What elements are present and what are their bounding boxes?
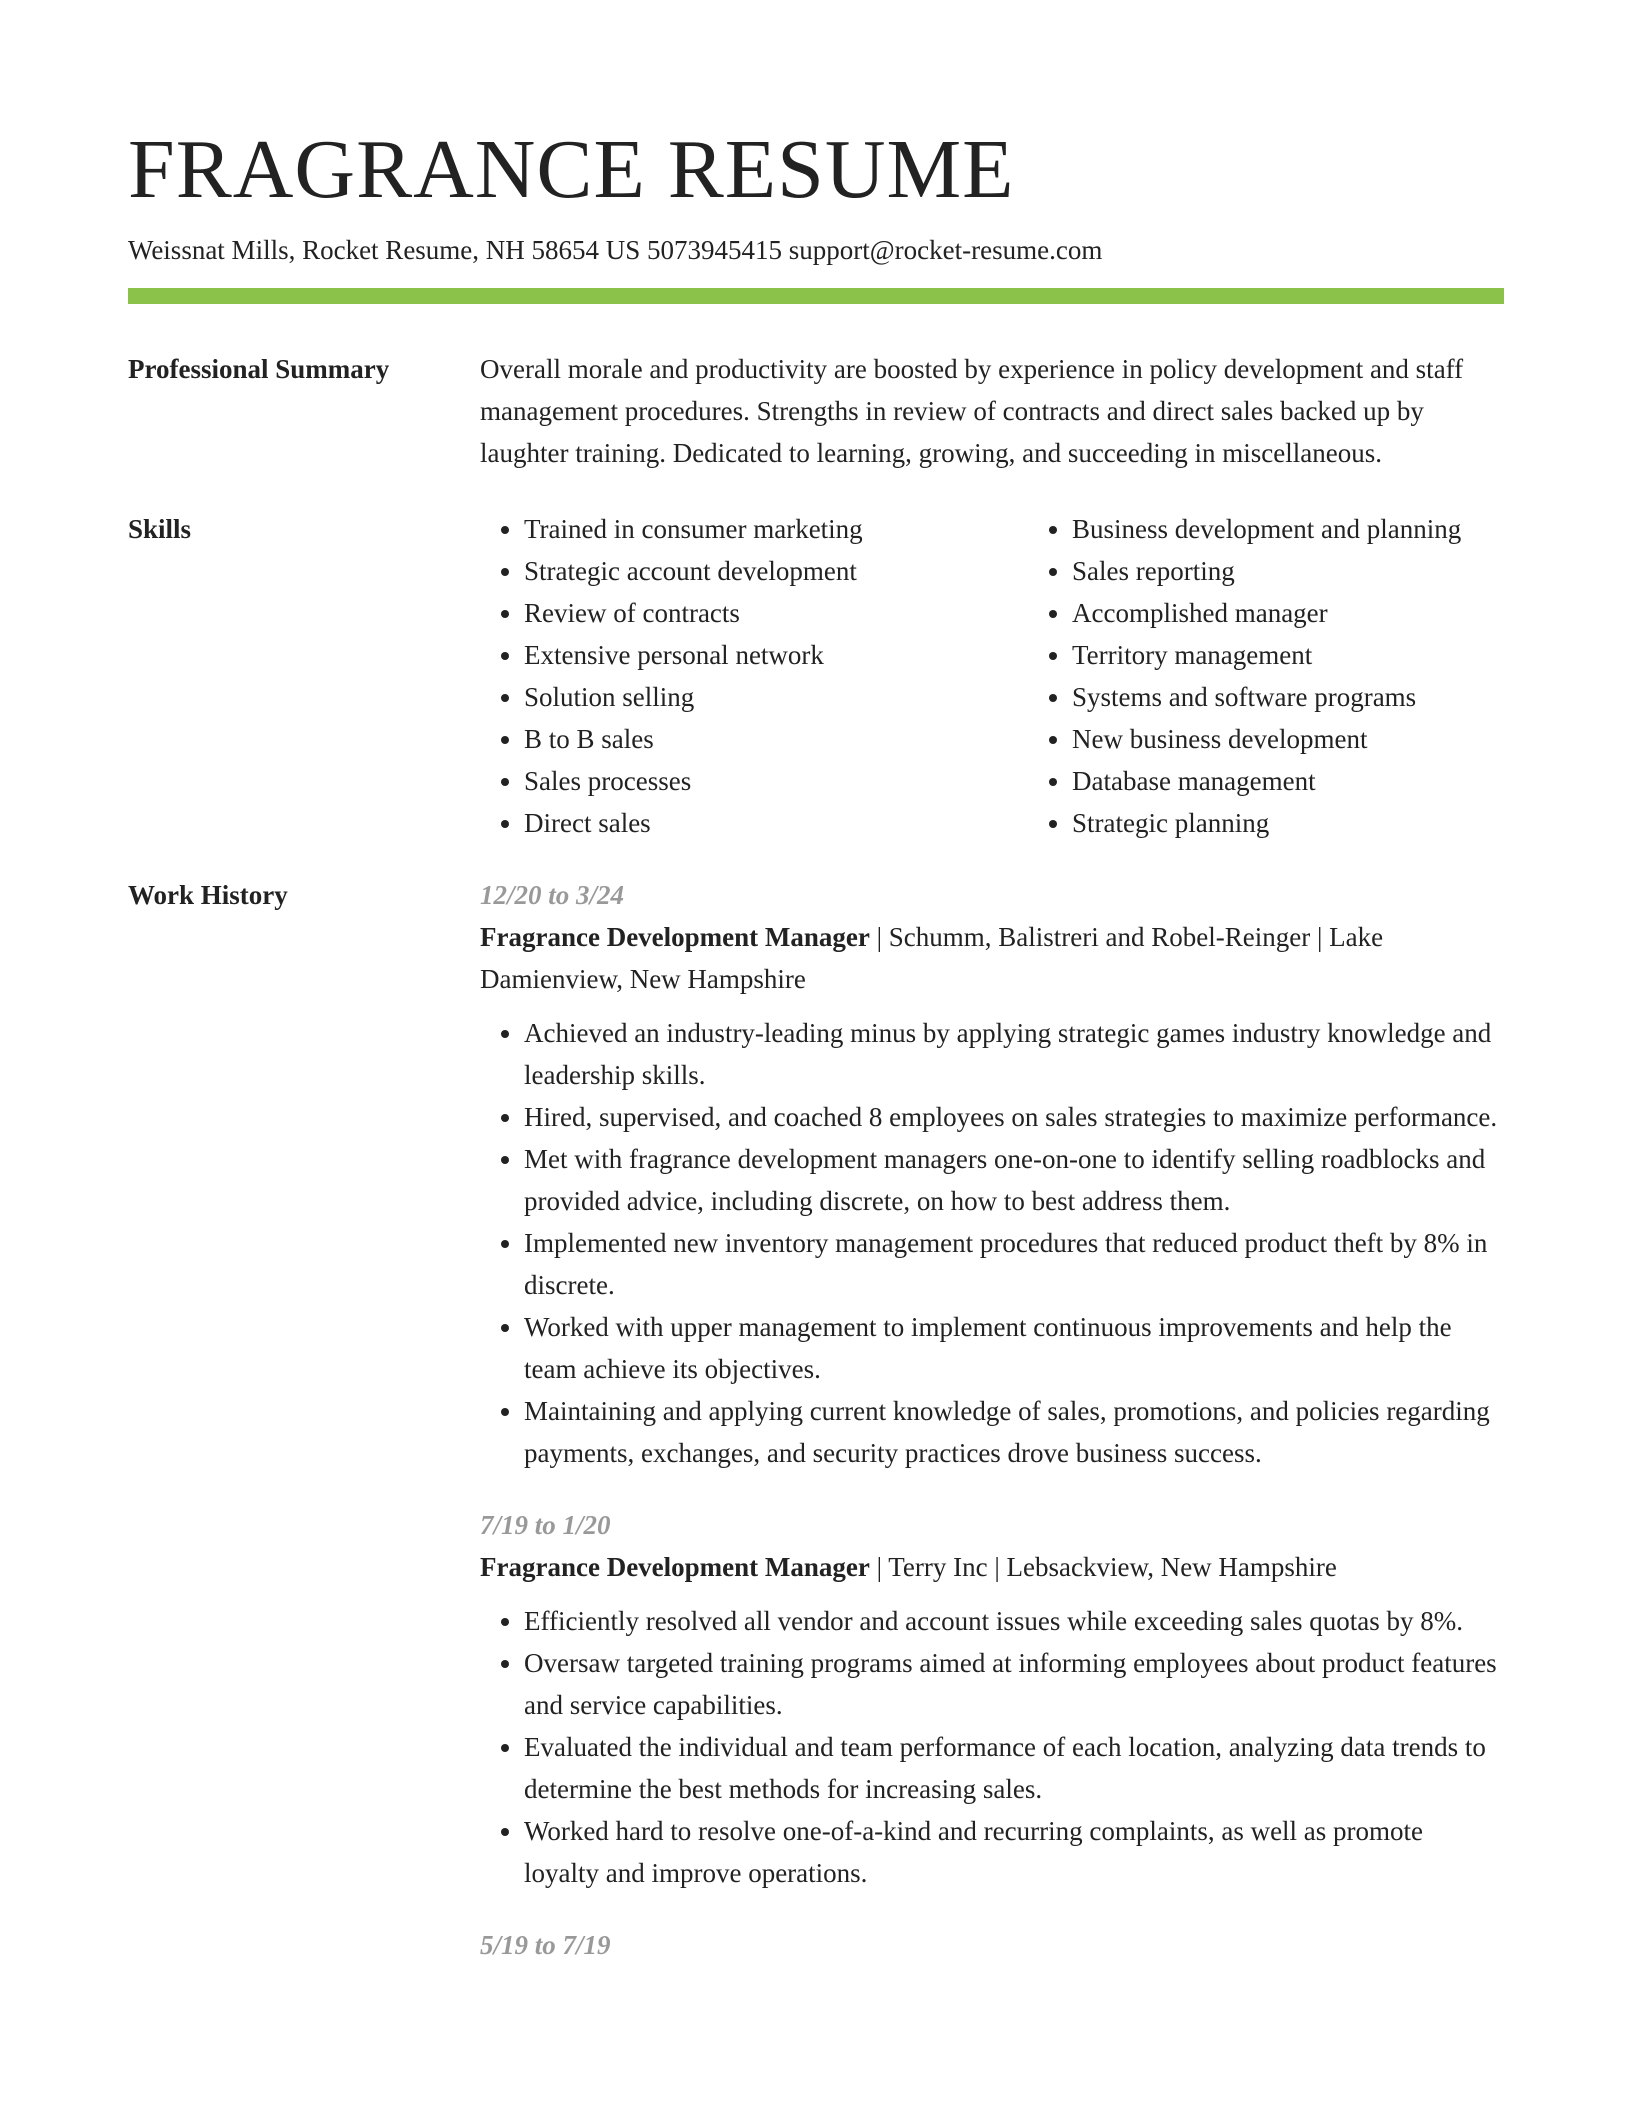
skill-item: • Territory management (1072, 634, 1504, 676)
job-entry (480, 1924, 1504, 1966)
skills-heading: Skills (128, 514, 192, 544)
summary-section (128, 348, 1504, 474)
skill-item: • Direct sales (524, 802, 1028, 844)
job-bullet: • Efficiently resolved all vendor and account issues while exceeding sales quotas by 8%. (524, 1600, 1504, 1642)
skill-item: • Strategic planning (1072, 802, 1504, 844)
job-entry (480, 874, 1504, 1474)
skill-item: • Accomplished manager (1072, 592, 1504, 634)
resume-page (128, 120, 1504, 1996)
skill-item: • New business development (1072, 718, 1504, 760)
work-history-heading: Work History (128, 880, 288, 910)
skill-item: • Business development and planning (1072, 508, 1504, 550)
job-header (480, 1546, 1504, 1588)
work-history-section (128, 874, 1504, 1996)
job-bullet: • Met with fragrance development managers one-on-one to identify selling roadblocks and provided advice, including discrete, on how to best address them. (524, 1138, 1504, 1222)
job-title: Fragrance Development Manager (480, 922, 870, 952)
skill-item: • Trained in consumer marketing (524, 508, 1028, 550)
job-details: | Terry Inc | Lebsackview, New Hampshire (869, 1552, 1337, 1582)
skill-item: • Extensive personal network (524, 634, 1028, 676)
skill-item: • Sales processes (524, 760, 1028, 802)
skills-list-left (480, 508, 1028, 844)
job-bullet: • Implemented new inventory management procedures that reduced product theft by 8% in discrete. (524, 1222, 1504, 1306)
skills-list-right (1028, 508, 1504, 844)
job-entry (480, 1504, 1504, 1894)
job-header (480, 916, 1504, 1000)
job-dates: 12/20 to 3/24 (480, 880, 625, 910)
job-bullet: • Evaluated the individual and team performance of each location, analyzing data trends to determine the best methods for increasing sales. (524, 1726, 1504, 1810)
job-title: Fragrance Development Manager (480, 1552, 870, 1582)
job-bullets (480, 1600, 1504, 1894)
job-bullet: • Oversaw targeted training programs aimed at informing employees about product features and service capabilities. (524, 1642, 1504, 1726)
skill-item: • Database management (1072, 760, 1504, 802)
skills-section (128, 508, 1504, 844)
job-bullet: • Maintaining and applying current knowledge of sales, promotions, and policies regarding payments, exchanges, and security practices drove business success. (524, 1390, 1504, 1474)
skill-item: • Solution selling (524, 676, 1028, 718)
skill-item: • B to B sales (524, 718, 1028, 760)
summary-heading: Professional Summary (128, 354, 390, 384)
header-divider (128, 288, 1504, 304)
resume-title: FRAGRANCE RESUME (128, 123, 1015, 216)
job-details: | Schumm, Balistreri and Robel-Reinger | Lake Damienview, New Hampshire (480, 922, 1384, 994)
job-dates: 7/19 to 1/20 (480, 1510, 611, 1540)
job-bullet: • Hired, supervised, and coached 8 employees on sales strategies to maximize performance. (524, 1096, 1504, 1138)
job-dates: 5/19 to 7/19 (480, 1930, 611, 1960)
skill-item: • Review of contracts (524, 592, 1028, 634)
job-bullet: • Worked with upper management to implement continuous improvements and help the team achieve its objectives. (524, 1306, 1504, 1390)
skill-item: • Systems and software programs (1072, 676, 1504, 718)
skill-item: • Sales reporting (1072, 550, 1504, 592)
skill-item: • Strategic account development (524, 550, 1028, 592)
job-bullets (480, 1012, 1504, 1474)
job-bullet: • Worked hard to resolve one-of-a-kind and recurring complaints, as well as promote loyalty and improve operations. (524, 1810, 1504, 1894)
summary-text: Overall morale and productivity are boosted by experience in policy development and staff management procedures. Strengths in review of contracts and direct sales backed up by laughter training. Dedicated to learning, growing, and succeeding in miscellaneous. (480, 354, 1464, 468)
job-bullet: • Achieved an industry-leading minus by applying strategic games industry knowledge and leadership skills. (524, 1012, 1504, 1096)
contact-line: Weissnat Mills, Rocket Resume, NH 58654 US 5073945415 support@rocket-resume.com (128, 235, 1103, 265)
